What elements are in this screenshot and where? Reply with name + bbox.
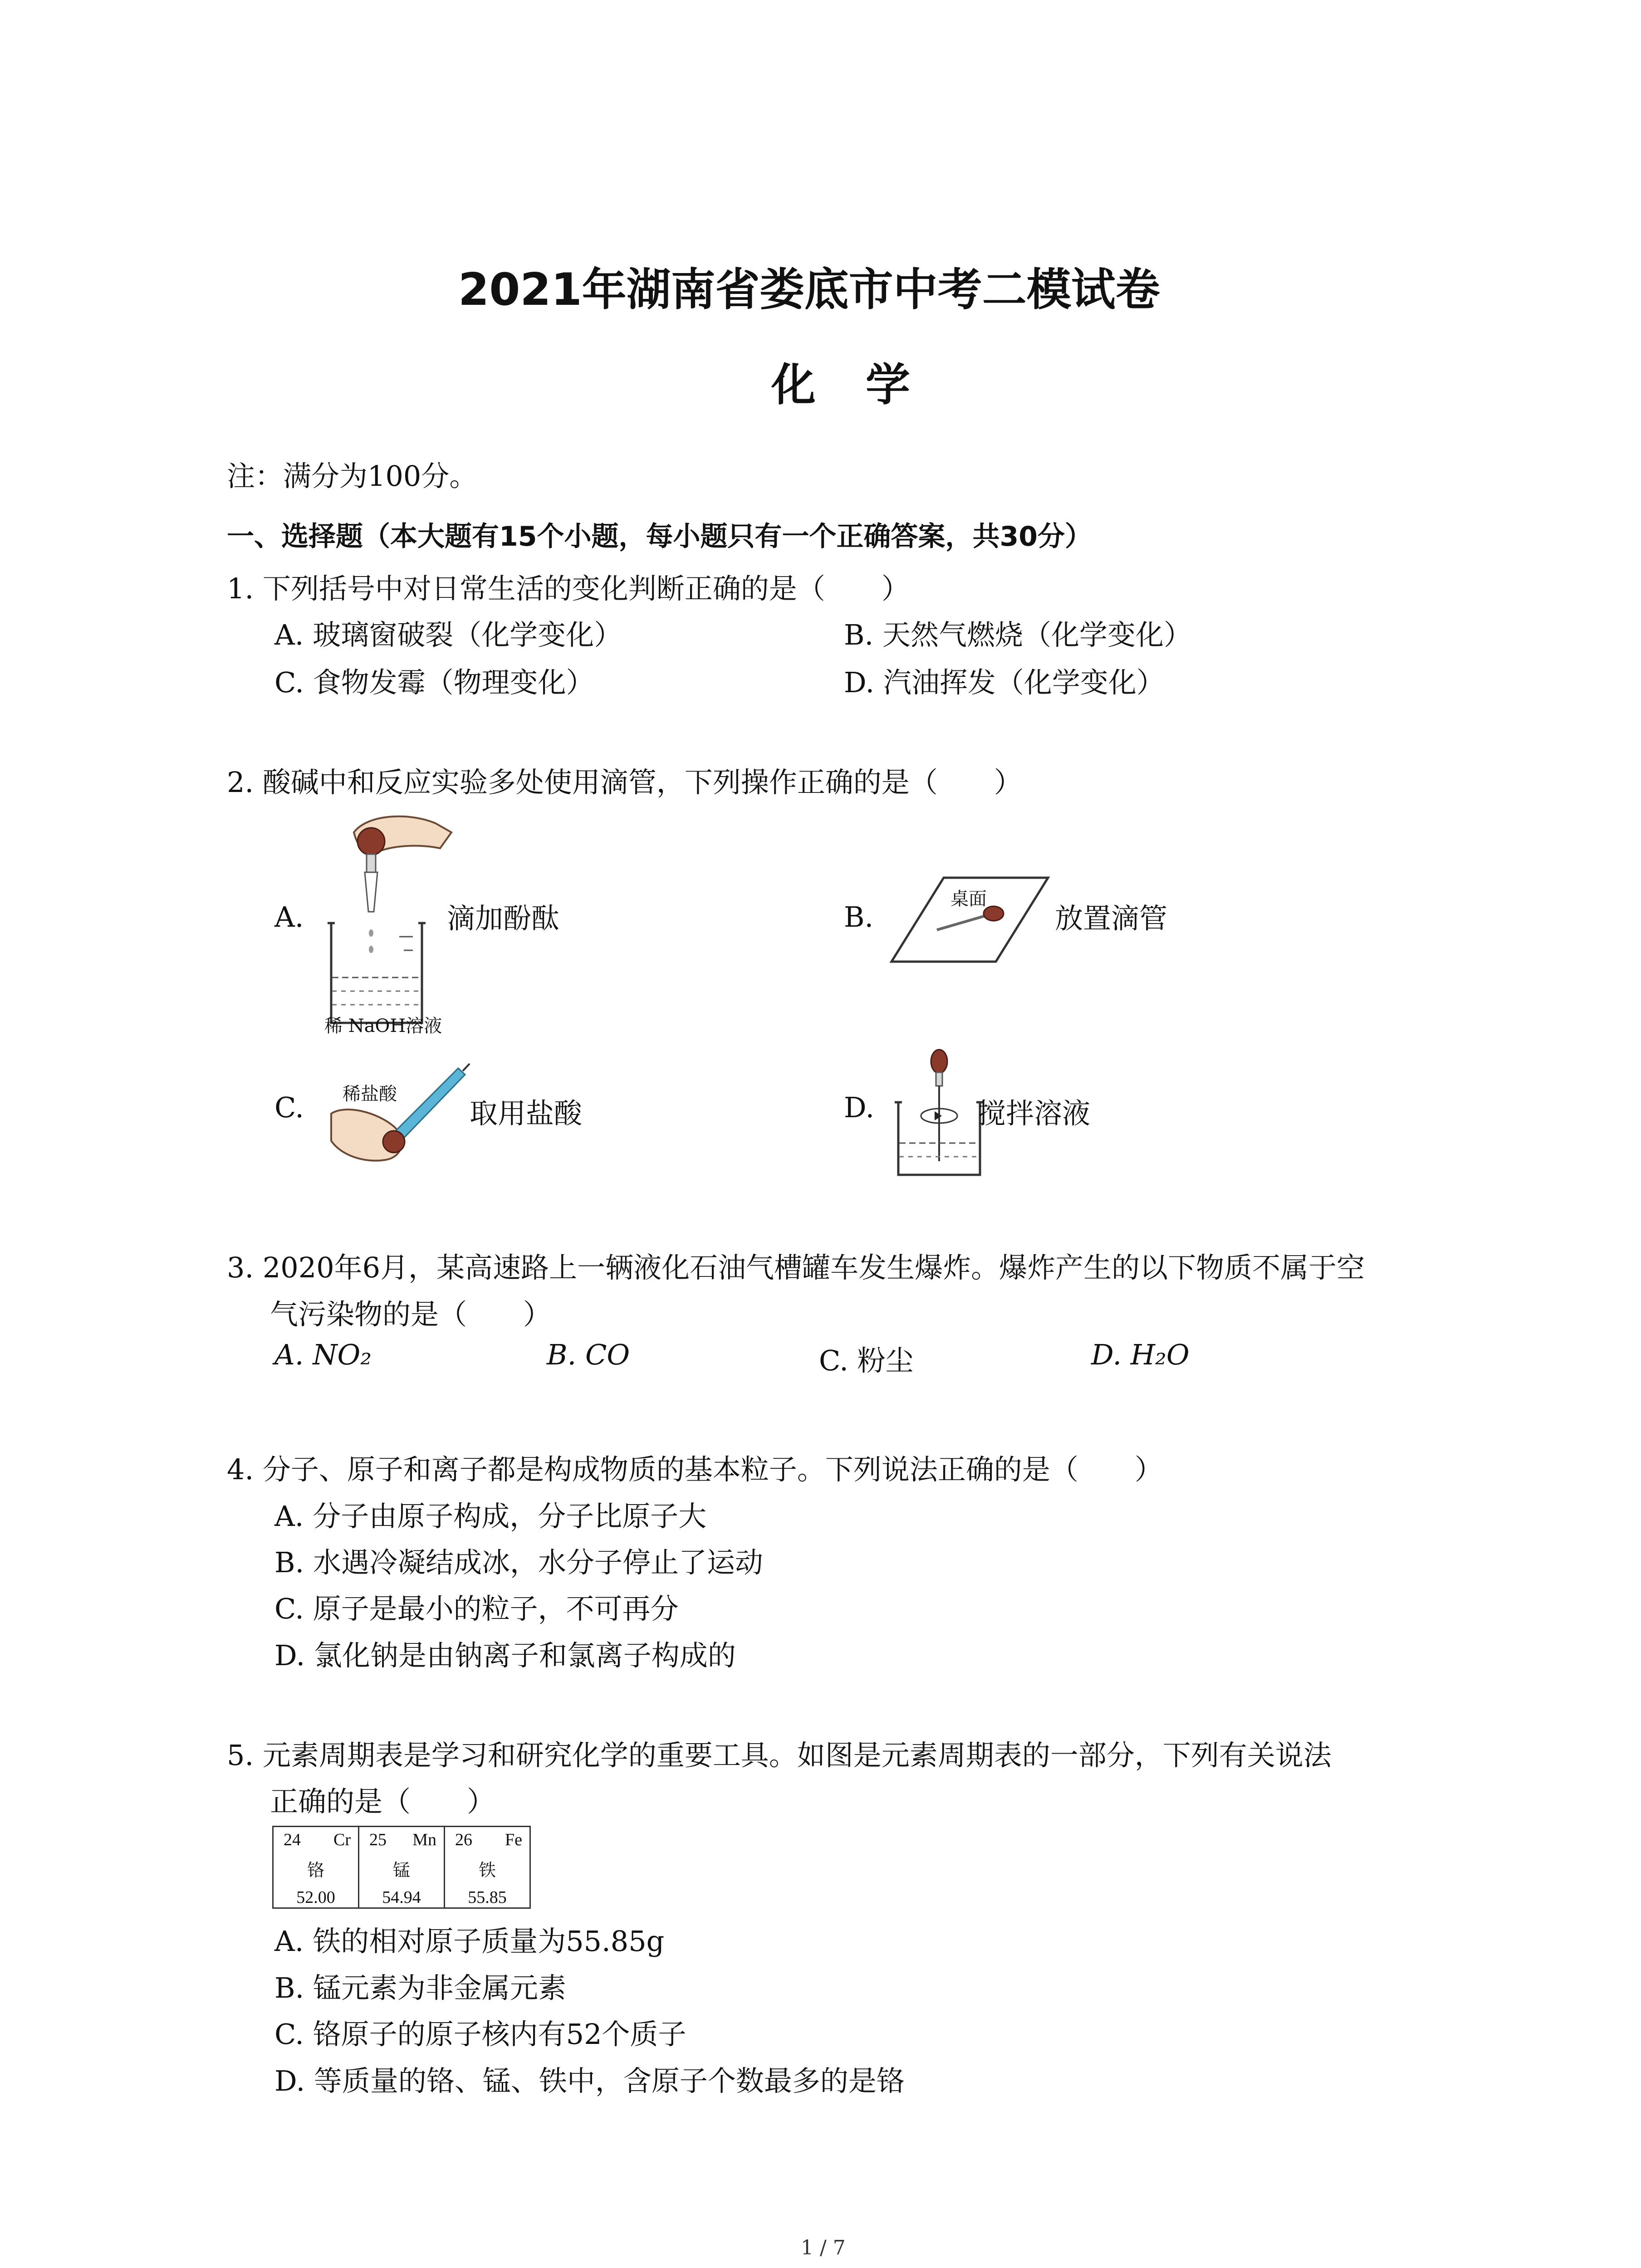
q5-stem-line2: 正确的是（ ）: [270, 1785, 495, 1818]
q5-stem-line1: 5. 元素周期表是学习和研究化学的重要工具。如图是元素周期表的一部分，下列有关说法: [227, 1739, 1332, 1772]
q1-option-c: C. 食物发霉（物理变化）: [274, 666, 594, 699]
element-name: 锰: [392, 1861, 410, 1880]
q5-option-c: C. 铬原子的原子核内有52个质子: [274, 2018, 686, 2051]
element-number: 25: [369, 1830, 387, 1849]
periodic-table-excerpt: [272, 1826, 531, 1909]
q3-stem-line2: 气污染物的是（ ）: [270, 1298, 552, 1331]
element-symbol: Cr: [333, 1830, 351, 1849]
element-mass: 55.85: [468, 1888, 507, 1907]
section-heading: 一、选择题（本大题有15个小题，每小题只有一个正确答案，共30分）: [227, 521, 1092, 552]
q4-option-a: A. 分子由原子构成，分子比原子大: [274, 1500, 707, 1533]
q2-figure-label-hcl: 稀盐酸: [343, 1084, 397, 1105]
element-symbol: Fe: [505, 1830, 522, 1849]
q4-stem: 4. 分子、原子和离子都是构成物质的基本粒子。下列说法正确的是（ ）: [227, 1453, 1163, 1486]
q2-option-c: C.: [274, 1091, 304, 1124]
q4-option-d: D. 氯化钠是由钠离子和氯离子构成的: [274, 1639, 736, 1672]
element-cell-cr: [273, 1827, 359, 1908]
score-note: 注：满分为100分。: [227, 459, 478, 493]
q5-option-b: B. 锰元素为非金属元素: [274, 1971, 566, 2004]
q2-option-a: A.: [274, 900, 304, 934]
page-title: 2021年湖南省娄底市中考二模试卷: [458, 264, 1160, 316]
q2-figure-label-naoh: 稀 NaOH溶液: [324, 1016, 442, 1036]
element-name: 铁: [478, 1861, 496, 1880]
q4-option-b: B. 水遇冷凝结成冰，水分子停止了运动: [274, 1546, 763, 1579]
element-mass: 54.94: [382, 1888, 421, 1907]
q2-stem: 2. 酸碱中和反应实验多处使用滴管，下列操作正确的是（ ）: [227, 766, 1022, 799]
q3-stem-line1: 3. 2020年6月，某高速路上一辆液化石油气槽罐车发生爆炸。爆炸产生的以下物质不属于空: [227, 1251, 1365, 1284]
q2-caption-d: 搅拌溶液: [978, 1097, 1091, 1130]
q2-caption-b: 放置滴管: [1055, 902, 1168, 935]
q3-option-c: C. 粉尘: [819, 1344, 914, 1377]
q5-option-d: D. 等质量的铬、锰、铁中，含原子个数最多的是铬: [274, 2064, 905, 2097]
element-cell-mn: [359, 1827, 445, 1908]
subject-title: 化学: [771, 359, 960, 411]
element-number: 24: [284, 1830, 301, 1849]
q4-option-c: C. 原子是最小的粒子，不可再分: [274, 1592, 679, 1625]
q2-option-b: B.: [844, 900, 874, 934]
q2-caption-c: 取用盐酸: [470, 1097, 583, 1130]
q1-stem: 1. 下列括号中对日常生活的变化判断正确的是（ ）: [227, 572, 910, 605]
dropper-stirring-figure: [889, 1043, 989, 1184]
q1-option-b: B. 天然气燃烧（化学变化）: [844, 618, 1192, 651]
q3-option-a: A. NO₂: [274, 1338, 372, 1371]
element-symbol: Mn: [412, 1830, 436, 1849]
dropper-hydrochloric-acid-figure: [327, 1059, 472, 1168]
q1-option-d: D. 汽油挥发（化学变化）: [844, 666, 1165, 699]
element-number: 26: [455, 1830, 472, 1849]
q2-caption-a: 滴加酚酞: [447, 902, 560, 935]
q5-option-a: A. 铁的相对原子质量为55.85g: [274, 1925, 665, 1958]
q2-option-d: D.: [844, 1091, 875, 1124]
element-cell-fe: [445, 1827, 530, 1908]
q3-option-b: B. CO: [547, 1338, 630, 1371]
element-mass: 52.00: [296, 1888, 335, 1907]
dropper-phenolphthalein-figure: [318, 805, 454, 1041]
q3-option-d: D. H₂O: [1091, 1338, 1190, 1371]
q1-option-a: A. 玻璃窗破裂（化学变化）: [274, 618, 622, 651]
q2-figure-label-desk: 桌面: [950, 889, 987, 909]
page-number: 1 / 7: [801, 2236, 846, 2259]
element-name: 铬: [307, 1861, 324, 1880]
